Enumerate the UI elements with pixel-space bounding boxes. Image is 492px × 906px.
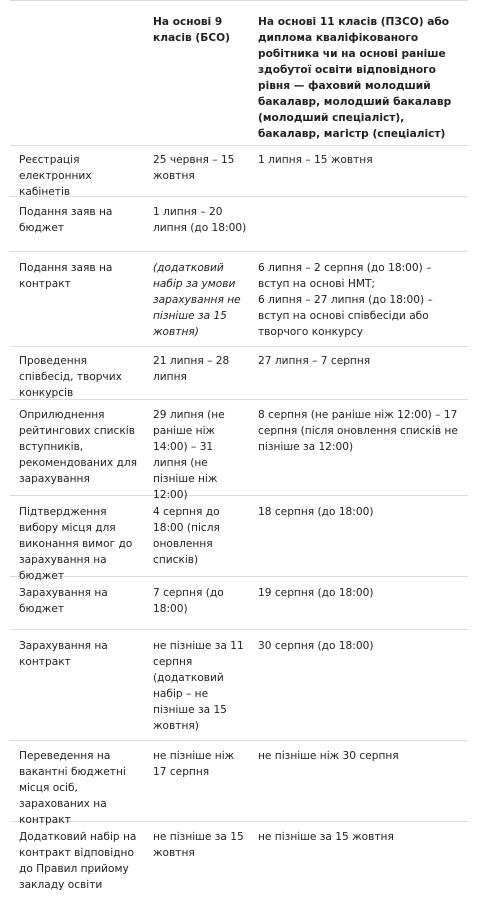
row-bso-value: не пізніше за 15 жовтня xyxy=(153,831,244,859)
row-pzso-value: 18 серпня (до 18:00) xyxy=(258,506,374,518)
header-cell-bso: На основі 9 класів (БСО) xyxy=(153,16,230,44)
table-row xyxy=(10,400,468,501)
row-bso-value: не пізніше ніж 17 серпня xyxy=(153,750,235,778)
row-pzso-value: не пізніше за 15 жовтня xyxy=(258,831,394,843)
row-label: Зарахування на контракт xyxy=(19,640,108,668)
row-bso-value: (додатковий набір за умови зарахування не пізніше за 15 жовтня) xyxy=(153,262,241,338)
row-pzso-value: 19 серпня (до 18:00) xyxy=(258,587,374,599)
row-bso-value: 7 серпня (до 18:00) xyxy=(153,587,224,615)
header-cell-stage xyxy=(10,1,146,145)
row-bso-value: 4 серпня до 18:00 (після оновлення списків) xyxy=(153,506,220,566)
table-header-row xyxy=(10,0,468,146)
row-label: Подання заяв на бюджет xyxy=(19,206,113,234)
row-pzso-value: 27 липня – 7 серпня xyxy=(258,355,371,367)
row-pzso-value: 8 серпня (не раніше ніж 12:00) – 17 серпня (після оновлення списків не пізніше за 12:00) xyxy=(258,409,458,453)
table-row xyxy=(10,197,468,251)
row-bso-value: 21 липня – 28 липня xyxy=(153,355,230,383)
row-pzso-value: 30 серпня (до 18:00) xyxy=(258,640,374,652)
row-label: Оприлюднення рейтингових списків вступників, рекомендованих для зарахування xyxy=(19,409,138,485)
table-row xyxy=(10,251,468,347)
table-row xyxy=(10,822,468,906)
row-label: Підтвердження вибору місця для виконання вимог до зарахування на бюджет xyxy=(19,506,133,582)
table-row xyxy=(10,496,468,582)
header-cell-pzso: На основі 11 класів (ПЗСО) або диплома кваліфікованого робітника чи на основі раніше здобутої освіти відповідного рівня — фаховий молодший бакалавр, молодший бакалавр (молодший спеціаліст), бакалавр, магістр (спеціаліст) xyxy=(258,16,452,140)
table-row xyxy=(10,347,468,400)
row-pzso-value: 6 липня – 2 серпня (до 18:00) – вступ на основі НМТ; 6 липня – 27 липня (до 18:00) – вступ на основі співбесіди або творчого конкурсу xyxy=(258,262,433,338)
row-pzso-value: 1 липня – 15 жовтня xyxy=(258,154,373,166)
row-bso-value: 29 липня (не раніше ніж 14:00) – 31 липня (не пізніше ніж 12:00) xyxy=(153,409,225,501)
row-label: Додатковий набір на контракт відповідно до Правил прийому закладу освіти xyxy=(19,831,137,891)
table-row xyxy=(10,146,468,197)
table-row xyxy=(10,630,468,741)
row-bso-value: не пізніше за 11 серпня (додатковий набір – не пізніше за 15 жовтня) xyxy=(153,640,244,732)
admission-schedule-table xyxy=(10,0,468,906)
row-pzso-value: не пізніше ніж 30 серпня xyxy=(258,750,399,762)
table-row xyxy=(10,741,468,826)
row-label: Зарахування на бюджет xyxy=(19,587,108,615)
table-row xyxy=(10,577,468,630)
row-label: Переведення на вакантні бюджетні місця осіб, зарахованих на контракт xyxy=(19,750,126,826)
row-label: Проведення співбесід, творчих конкурсів xyxy=(19,355,122,399)
row-label: Реєстрація електронних кабінетів xyxy=(19,154,92,198)
row-label: Подання заяв на контракт xyxy=(19,262,113,290)
row-pzso-value xyxy=(252,204,468,251)
row-bso-value: 1 липня – 20 липня (до 18:00) xyxy=(146,204,252,252)
row-bso-value: 25 червня – 15 жовтня xyxy=(153,154,235,182)
